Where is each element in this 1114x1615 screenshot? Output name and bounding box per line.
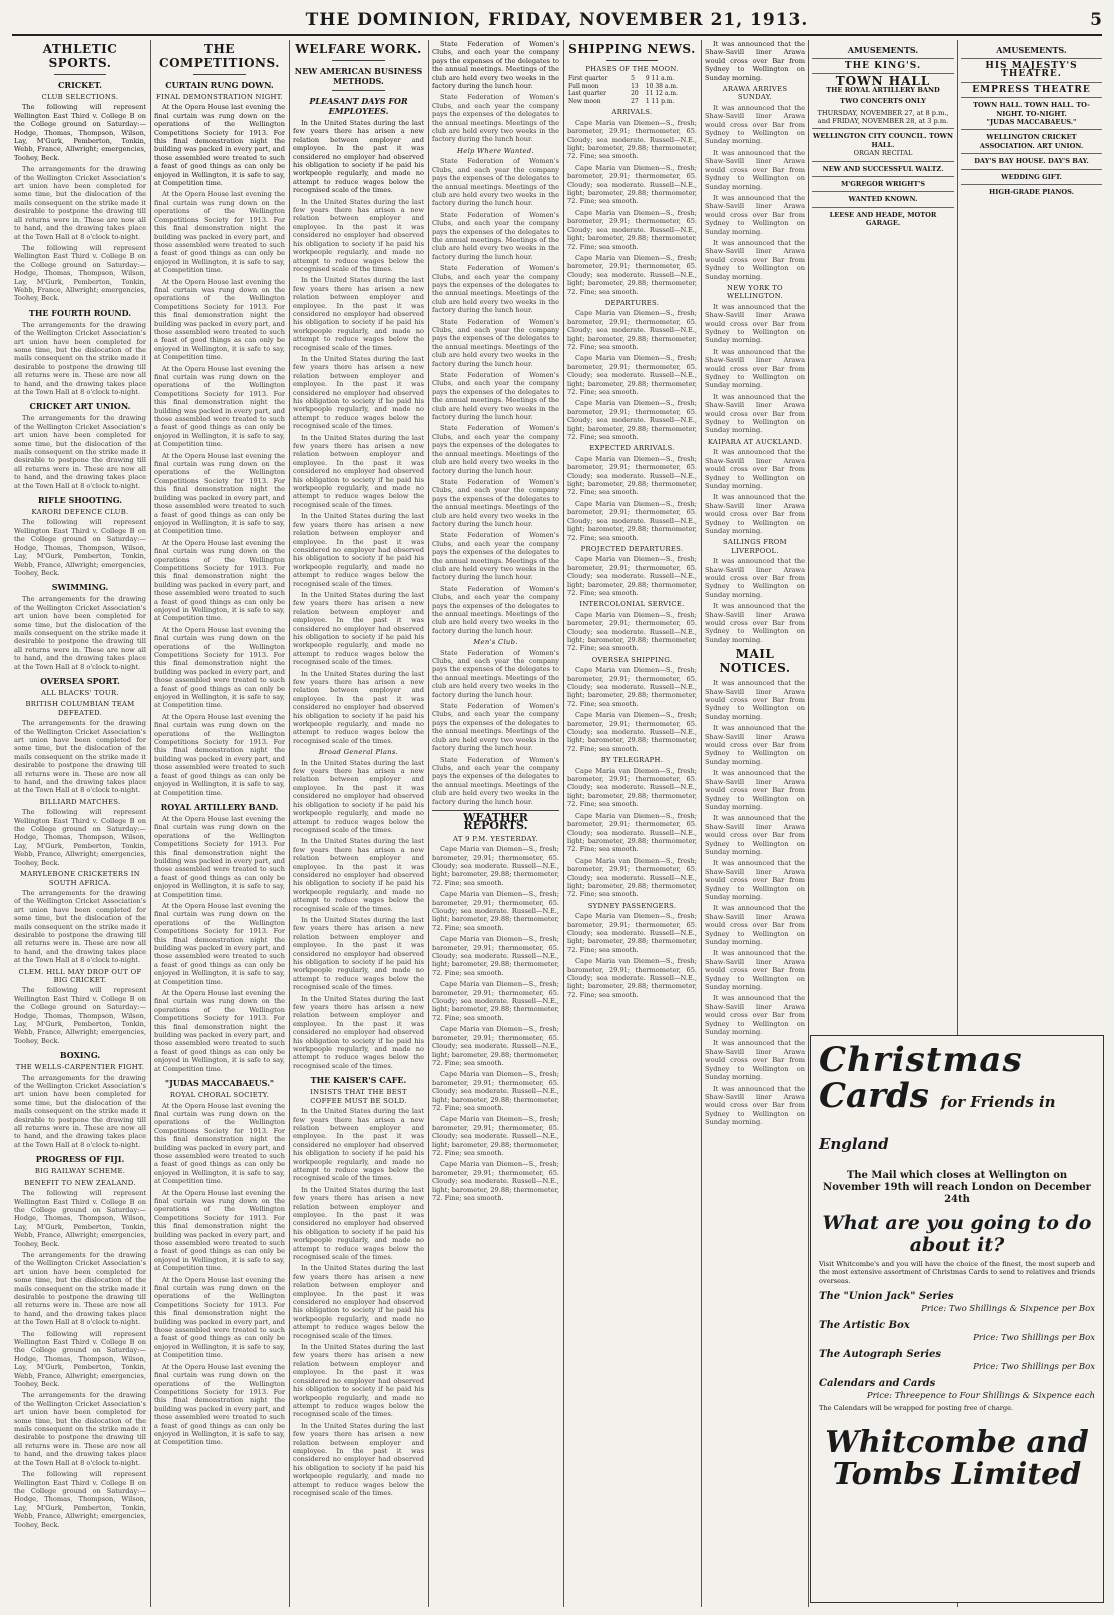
ad-headline-tail: for Friends in England (819, 1093, 1056, 1153)
series-name: The "Union Jack" Series (819, 1291, 954, 1303)
article-text: Cape Maria van Diemen—S., fresh; barometer, 29.91; thermometer, 65. Cloudy; sea moderate. Russell—N.E., light; barometer, 29.88; thermometer, 72. Fine; sea smooth. (567, 208, 697, 251)
subheading: INTERCOLONIAL SERVICE. (579, 600, 685, 609)
subheading: AT 9 P.M. YESTERDAY. (453, 834, 538, 843)
article-text: It was announced that the Shaw-Savill liner Arawa would cross over Bar from Sydney to Wellington on Sunday morning. (705, 40, 805, 82)
column-rule (428, 40, 429, 1607)
article-text: Cape Maria van Diemen—S., fresh; barometer, 29.91; thermometer, 65. Cloudy; sea moderate. Russell—N.E., light; barometer, 29.88; thermometer, 72. Fine; sea smooth. (567, 711, 697, 753)
ad-headline (819, 1078, 1095, 1162)
subheading: BY TELEGRAPH. (600, 756, 664, 765)
article-text: The following will represent Wellington East Third v. College B on the College ground on Saturday:—Hodge, Thomas, Thompson, Wilson, Lay, M'Gurk, Pemberton, Tonkin, Webb, France, Allwright; emergencies, Toohey, Beck. (14, 1329, 146, 1389)
subheading: CRICKET. (58, 80, 102, 90)
article-text: It was announced that the Shaw-Savill liner Arawa would cross over Bar from Sydney to Wellington on Sunday morning. (705, 238, 805, 281)
ad-title: DAY'S BAY HOUSE. DAY'S BAY. (974, 157, 1089, 166)
article-text: The arrangements for the drawing of the Wellington Cricket Association's art union have been completed for some time, but the dislocation of the mails consequent on the strike made it desirable to postpone the drawing till all returns were in. These are now all to hand, and the drawing takes place at the Town Hall at 8 o'clock to-night. (14, 888, 146, 965)
article-text: State Federation of Women's Clubs, and each year the company pays the expenses of the delegates to the annual meetings. Meetings of the club are held every two weeks in the factory during the lunch hour. (432, 40, 559, 91)
article-text: Cape Maria van Diemen—S., fresh; barometer, 29.91; thermometer, 65. Cloudy; sea moderate. Russell—N.E., light; barometer, 29.88; thermometer, 72. Fine; sea smooth. (432, 935, 559, 977)
article-text: Cape Maria van Diemen—S., fresh; barometer, 29.91; thermometer, 65. Cloudy; sea moderate. Russell—N.E., light; barometer, 29.88; thermometer, 72. Fine; sea smooth. (567, 499, 697, 542)
article-text: The arrangements for the drawing of the Wellington Cricket Association's art union have been completed for some time, but the dislocation of the mails consequent on the strike made it desirable to postpone the drawing till all returns were in. These are now all to hand, and the drawing takes place at the Town Hall at 8 o'clock to-night. (14, 595, 146, 671)
subheading: CRICKET ART UNION. (29, 401, 131, 412)
subheading: NEW YORK TO WELLINGTON. (726, 283, 784, 301)
article-text: In the United States during the last few years there has arisen a new relation between employer and employee. In the past it was considered no employer had observed his obligation to society if he paid his workpeople regularly, and made no attempt to reduce wages below the recognised scale of the times. (293, 837, 424, 913)
series-price: Price: Threepence to Four Shillings & Sixpence each (866, 1391, 1095, 1402)
table-row: New moon 27 1 11 p.m. (568, 97, 675, 105)
article-text: Cape Maria van Diemen—S., fresh; barometer, 29.91; thermometer, 65. Cloudy; sea moderate. Russell—N.E., light; barometer, 29.88; thermometer, 72. Fine; sea smooth. (567, 766, 697, 809)
subheading: PHASES OF THE MOON. (585, 65, 679, 73)
article-text: It was announced that the Shaw-Savill liner Arawa would cross over Bar from Sydney to Wellington on Sunday morning. (705, 769, 805, 811)
subheading: RIFLE SHOOTING. (37, 495, 123, 506)
article-text: The following will represent Wellington East Third v. College B on the College ground on Saturday:—Hodge, Thomas, Thompson, Wilson, Lay, M'Gurk, Pemberton, Tonkin, Webb, France, Allwright; emergencies, Toohey, Beck. (14, 808, 146, 867)
article-text: It was announced that the Shaw-Savill liner Arawa would cross over Bar from Sydney to Wellington on Sunday morning. (705, 1039, 805, 1082)
subheading: DEPARTURES. (604, 298, 660, 307)
article-text: Cape Maria van Diemen—S., fresh; barometer, 29.91; thermometer, 65. Cloudy; sea moderate. Russell—N.E., light; barometer, 29.88; thermometer, 72. Fine; sea smooth. (432, 890, 559, 932)
subheading: OVERSEA SPORT. (40, 675, 120, 686)
subheading: Broad General Plans. (318, 748, 399, 757)
ad-days-bay (961, 153, 1102, 165)
article-text: The arrangements for the drawing of the Wellington Cricket Association's art union have been completed for some time, but the dislocation of the mails consequent on the strike made it desirable to postpone the drawing till all returns were in. These are now all to hand, and the drawing takes place at the Town Hall at 8 o'clock to-night. (14, 414, 146, 490)
ad-town-hall-tonight (961, 97, 1102, 126)
subheading: NEW AMERICAN BUSINESS METHODS. (294, 66, 423, 86)
article-text: At the Opera House last evening the final curtain was rung down on the operations of the Wellington Competitions Society for 1913. For this final demonstration night the building was packed in every part, and those assembled were treated to such a feast of good things as can only be enjoyed in Wellington, it is safe to say, at Competition time. (154, 901, 285, 986)
ad-text: THURSDAY, NOVEMBER 27, at 8 p.m., and FRIDAY, NOVEMBER 28, at 3 p.m. (817, 108, 949, 126)
subheading: BRITISH COLUMBIAN TEAM DEFEATED. (25, 700, 135, 717)
subheading: EXPECTED ARRIVALS. (589, 444, 675, 453)
ad-title: WANTED KNOWN. (848, 195, 918, 204)
subheading: Help Where Wanted. (457, 146, 534, 155)
article-text: Cape Maria van Diemen—S., fresh; barometer, 29.91; thermometer, 65. Cloudy; sea moderate. Russell—N.E., light; barometer, 29.88; thermometer, 72. Fine; sea smooth. (567, 555, 697, 597)
column-rule (808, 40, 809, 1607)
column-welfare-work (293, 40, 424, 1607)
article-text: The arrangements for the drawing of the Wellington Cricket Association's art union have been completed for some time, but the dislocation of the mails consequent on the strike made it desirable to postpone the drawing till all returns were in. These are now all to hand, and the drawing takes place at the Town Hall at 8 o'clock to-night. (14, 719, 146, 795)
ad-empress (961, 82, 1102, 94)
ad-pianos (961, 184, 1102, 196)
subheading: CLUB SELECTIONS. (41, 93, 119, 101)
subheading: ARAWA ARRIVES SUNDAY. (722, 85, 788, 102)
ad-kings (812, 58, 954, 70)
article-text: At the Opera House last evening the final curtain was rung down on the operations of the Wellington Competitions Society for 1913. For this final demonstration night the building was packed in every part, and those assembled were treated to such a feast of good things as can only be enjoyed in Wellington, it is safe to say, at Competition time. (154, 538, 285, 623)
table-row: Full moon 13 10 38 a.m. (568, 82, 678, 90)
ad-note: The Calendars will be wrapped for posting free of charge. (819, 1404, 1014, 1413)
article-text: At the Opera House last evening the final curtain was rung down on the operations of the Wellington Competitions Society for 1913. For this final demonstration night the building was packed in every part, and those assembled were treated to such a feast of good things as can only be enjoyed in Wellington, it is safe to say, at Competition time. (154, 625, 285, 710)
article-text: State Federation of Women's Clubs, and each year the company pays the expenses of the delegates to the annual meetings. Meetings of the club are held every two weeks in the factory during the lunch hour. (432, 210, 559, 261)
section-heading: ATHLETIC SPORTS. (42, 42, 118, 70)
ad-question: What are you going to do about it? (822, 1212, 1092, 1256)
subheading: BENEFIT TO NEW ZEALAND. (24, 1178, 136, 1187)
article-text: The arrangements for the drawing of the Wellington Cricket Association's art union have been completed for some time, but the dislocation of the mails consequent on the strike made it desirable to postpone the drawing till all returns were in. These are now all to hand, and the drawing takes place at the Town Hall at 8 o'clock to-night. (14, 165, 146, 241)
ad-title: WELLINGTON CRICKET ASSOCIATION. ART UNION. (979, 133, 1084, 150)
article-text: In the United States during the last few years there has arisen a new relation between employer and employee. In the past it was considered no employer had observed his obligation to society if he paid his workpeople regularly, and made no attempt to reduce wages below the recognised scale of the times. (293, 758, 424, 834)
column-amusements-right (961, 40, 1102, 1030)
subheading: BOXING. (59, 1050, 101, 1061)
ad-waltz (812, 161, 954, 173)
column-rule (701, 40, 702, 1607)
ad-mcgregor (812, 176, 954, 188)
advertiser-signature: Whitcombe and Tombs Limited (825, 1424, 1089, 1492)
article-text: It was announced that the Shaw-Savill liner Arawa would cross over Bar from Sydney to Wellington on Sunday morning. (705, 148, 805, 191)
subheading: FINAL DEMONSTRATION NIGHT. (155, 93, 284, 101)
masthead-title: THE DOMINION, FRIDAY, NOVEMBER 21, 1913. (305, 10, 809, 30)
article-text: State Federation of Women's Clubs, and each year the company pays the expenses of the delegates to the annual meetings. Meetings of the club are held every two weeks in the factory during the lunch hour. (432, 477, 559, 528)
article-text: In the United States during the last few years there has arisen a new relation between employer and employee. In the past it was considered no employer had observed his obligation to society if he paid his workpeople regularly, and made no attempt to reduce wages below the recognised scale of the times. (293, 512, 424, 588)
ad-text: TWO CONCERTS ONLY (840, 97, 926, 106)
section-heading: THE COMPETITIONS. (159, 42, 280, 70)
subheading: THE FOURTH ROUND. (28, 307, 132, 318)
article-text: Cape Maria van Diemen—S., fresh; barometer, 29.91; thermometer, 65. Cloudy; sea moderate. Russell—N.E., light; barometer, 29.88; thermometer, 72. Fine; sea smooth. (567, 957, 697, 999)
ad-title: M'GREGOR WRIGHT'S (840, 180, 926, 189)
article-text: In the United States during the last few years there has arisen a new relation between employer and employee. In the past it was considered no employer had observed his obligation to society if he paid his workpeople regularly, and made no attempt to reduce wages below the recognised scale of the times. (293, 354, 424, 431)
subheading: OVERSEA SHIPPING. (591, 655, 673, 664)
article-text: Cape Maria van Diemen—S., fresh; barometer, 29.91; thermometer, 65. Cloudy; sea moderate. Russell—N.E., light; barometer, 29.88; thermometer, 72. Fine; sea smooth. (567, 163, 697, 206)
ad-town-hall (812, 73, 954, 125)
article-text: The following will represent Wellington East Third v. College B on the College ground on Saturday:—Hodge, Thomas, Thompson, Wilson, Lay, M'Gurk, Pemberton, Tonkin, Webb, France, Allwright; emergencies, Toohey, Beck. (14, 986, 146, 1045)
ad-cricket-art-union (961, 129, 1102, 150)
ad-text: THE ROYAL ARTILLERY BAND (826, 85, 940, 94)
article-text: Cape Maria van Diemen—S., fresh; barometer, 29.91; thermometer, 65. Cloudy; sea moderate. Russell—N.E., light; barometer, 29.88; thermometer, 72. Fine; sea smooth. (432, 1115, 559, 1157)
article-text: Cape Maria van Diemen—S., fresh; barometer, 29.91; thermometer, 65. Cloudy; sea moderate. Russell—N.E., light; barometer, 29.88; thermometer, 72. Fine; sea smooth. (432, 980, 559, 1022)
section-heading: SHIPPING NEWS. (568, 42, 696, 56)
series-price: Price: Two Shillings & Sixpence per Box (921, 1304, 1095, 1315)
article-text: It was announced that the Shaw-Savill liner Arawa would cross over Bar from Sydney to Wellington on Sunday morning. (705, 814, 805, 856)
subheading: SWIMMING. (51, 582, 109, 593)
subheading: CLEM. HILL MAY DROP OUT OF BIG CRICKET. (18, 967, 142, 984)
column-amusements-left (812, 40, 954, 1030)
article-text: In the United States during the last few years there has arisen a new relation between employer and employee. In the past it was considered no employer had observed his obligation to society if he paid his workpeople regularly, and made no attempt to reduce wages below the recognised scale of the times. (293, 994, 424, 1070)
subheading: KARORI DEFENCE CLUB. (31, 508, 129, 517)
article-text: In the United States during the last few years there has arisen a new relation between employer and employee. In the past it was considered no employer had observed his obligation to society if he paid his workpeople regularly, and made no attempt to reduce wages below the recognised scale of the times. (293, 433, 424, 509)
article-text: At the Opera House last evening the final curtain was rung down on the operations of the Wellington Competitions Society for 1913. For this final demonstration night the building was packed in every part, and those assembled were treated to such a feast of good things as can only be enjoyed in Wellington, it is safe to say, at Competition time. (154, 1188, 285, 1273)
article-text: Cape Maria van Diemen—S., fresh; barometer, 29.91; thermometer, 65. Cloudy; sea moderate. Russell—N.E., light; barometer, 29.88; thermometer, 72. Fine; sea smooth. (567, 610, 697, 653)
subheading: KAIPARA AT AUCKLAND. (707, 437, 803, 446)
article-text: Cape Maria van Diemen—S., fresh; barometer, 29.91; thermometer, 65. Cloudy; sea moderate. Russell—N.E., light; barometer, 29.88; thermometer, 72. Fine; sea smooth. (432, 1160, 559, 1202)
article-text: It was announced that the Shaw-Savill liner Arawa would cross over Bar from Sydney to Wellington on Sunday morning. (705, 448, 805, 490)
article-text: At the Opera House last evening the final curtain was rung down on the operations of the Wellington Competitions Society for 1913. For this final demonstration night the building was packed in every part, and those assembled were treated to such a feast of good things as can only be enjoyed in Wellington, it is safe to say, at Competition time. (154, 364, 285, 449)
ad-city-council (812, 128, 954, 157)
article-text: The following will represent Wellington East Third v. College B on the College ground on Saturday:—Hodge, Thomas, Thompson, Wilson, Lay, M'Gurk, Pemberton, Tonkin, Webb, France, Allwright; emergencies, Toohey, Beck. (14, 1470, 146, 1529)
masthead (12, 8, 1102, 36)
article-text: Cape Maria van Diemen—S., fresh; barometer, 29.91; thermometer, 65. Cloudy; sea moderate. Russell—N.E., light; barometer, 29.88; thermometer, 72. Fine; sea smooth. (567, 253, 697, 296)
article-text: The arrangements for the drawing of the Wellington Cricket Association's art union have been completed for some time, but the dislocation of the mails consequent on the strike made it desirable to postpone the drawing till all returns were in. These are now all to hand, and the drawing takes place at the Town Hall at 8 o'clock to-night. (14, 1250, 146, 1327)
section-heading: WELFARE WORK. (295, 42, 422, 56)
article-text: At the Opera House last evening the final curtain was rung down on the operations of the Wellington Competitions Society for 1913. For this final demonstration night the building was packed in every part, and those assembled were treated to such a feast of good things as can only be enjoyed in Wellington, it is safe to say, at Competition time. (154, 712, 285, 797)
article-text: The following will represent Wellington East Third v. College B on the College ground on Saturday:—Hodge, Thomas, Thompson, Wilson, Lay, M'Gurk, Pemberton, Tonkin, Webb, France, Allwright; emergencies, Toohey, Beck. (14, 1189, 146, 1248)
article-text: The following will represent Wellington East Third v. College B on the College ground on Saturday:—Hodge, Thomas, Thompson, Wilson, Lay, M'Gurk, Pemberton, Tonkin, Webb, France, Allwright; emergencies, Toohey, Beck. (14, 518, 146, 577)
article-text: It was announced that the Shaw-Savill liner Arawa would cross over Bar from Sydney to Wellington on Sunday morning. (705, 493, 805, 535)
section-heading: AMUSEMENTS. (847, 45, 919, 55)
article-text: It was announced that the Shaw-Savill liner Arawa would cross over Bar from Sydney to Wellington on Sunday morning. (705, 103, 805, 146)
article-text: It was announced that the Shaw-Savill liner Arawa would cross over Bar from Sydney to Wellington on Sunday morning. (705, 994, 805, 1037)
article-text: In the United States during the last few years there has arisen a new relation between employer and employee. In the past it was considered no employer had observed his obligation to society if he paid his workpeople regularly, and made no attempt to reduce wages below the recognised scale of the times. (293, 276, 424, 352)
article-text: At the Opera House last evening the final curtain was rung down on the operations of the Wellington Competitions Society for 1913. For this final demonstration night the building was packed in every part, and those assembled were treated to such a feast of good things as can only be enjoyed in Wellington, it is safe to say, at Competition time. (154, 190, 285, 275)
column-rule (150, 40, 151, 1607)
article-text: At the Opera House last evening the final curtain was rung down on the operations of the Wellington Competitions Society for 1913. For this final demonstration night the building was packed in every part, and those assembled were treated to such a feast of good things as can only be enjoyed in Wellington, it is safe to say, at Competition time. (154, 1101, 285, 1186)
article-text: The following will represent Wellington East Third v. College B on the College ground on Saturday:—Hodge, Thomas, Thompson, Wilson, Lay, M'Gurk, Pemberton, Tonkin, Webb, France, Allwright; emergencies, Toohey, Beck. (14, 243, 146, 303)
moon-phases-table (567, 75, 697, 105)
article-text: In the United States during the last few years there has arisen a new relation between employer and employee. In the past it was considered no employer had observed his obligation to society if he paid his workpeople regularly, and made no attempt to reduce wages below the recognised scale of the times. (293, 119, 424, 195)
ad-title: HIGH-GRADE PIANOS. (989, 188, 1074, 197)
article-text: State Federation of Women's Clubs, and each year the company pays the expenses of the delegates to the annual meetings. Meetings of the club are held every two weeks in the factory during the lunch hour. (432, 584, 559, 635)
ad-title: TOWN HALL (835, 74, 931, 89)
ad-his-majestys (961, 58, 1102, 79)
article-text: State Federation of Women's Clubs, and each year the company pays the expenses of the delegates to the annual meetings. Meetings of the club are held every two weeks in the factory during the lunch hour. (432, 93, 559, 144)
article-text: State Federation of Women's Clubs, and each year the company pays the expenses of the delegates to the annual meetings. Meetings of the club are held every two weeks in the factory during the lunch hour. (432, 264, 559, 315)
subheading: SAILINGS FROM LIVERPOOL. (723, 538, 787, 555)
article-text: The following will represent Wellington East Third v. College B on the College ground on Saturday:—Hodge, Thomas, Thompson, Wilson, Lay, M'Gurk, Pemberton, Tonkin, Webb, France, Allwright; emergencies, Toohey, Beck. (14, 103, 146, 162)
subheading: PROJECTED DEPARTURES. (580, 544, 684, 553)
ad-text: "JUDAS MACCABAEUS." (986, 118, 1077, 127)
article-text: It was announced that the Shaw-Savill liner Arawa would cross over Bar from Sydney to Wellington on Sunday morning. (705, 602, 805, 644)
ad-text: ORGAN RECITAL (853, 149, 913, 158)
article-text: State Federation of Women's Clubs, and each year the company pays the expenses of the delegates to the annual meetings. Meetings of the club are held every two weeks in the factory during the lunch hour. (432, 424, 559, 475)
article-text: At the Opera House last evening the final curtain was rung down on the operations of the Wellington Competitions Society for 1913. For this final demonstration night the building was packed in every part, and those assembled were treated to such a feast of good things as can only be enjoyed in Wellington, it is safe to say, at Competition time. (154, 989, 285, 1073)
ad-wedding-gift (961, 169, 1102, 181)
article-text: The arrangements for the drawing of the Wellington Cricket Association's art union have been completed for some time, but the dislocation of the mails consequent on the strike made it desirable to postpone the drawing till all returns were in. These are now all to hand, and the drawing takes place at the Town Hall at 8 o'clock to-night. (14, 1073, 146, 1149)
article-text: State Federation of Women's Clubs, and each year the company pays the expenses of the delegates to the annual meetings. Meetings of the club are held every two weeks in the factory during the lunch hour. (432, 317, 559, 368)
subheading: ROYAL ARTILLERY BAND. (160, 801, 279, 812)
column-rule (289, 40, 290, 1607)
article-text: It was announced that the Shaw-Savill liner Arawa would cross over Bar from Sydney to Wellington on Sunday morning. (705, 679, 805, 721)
table-row: Last quarter 20 11 12 a.m. (568, 90, 678, 98)
ad-headline: Christmas (819, 1040, 1023, 1080)
ad-title: LEESE AND HEADE, MOTOR GARAGE. (829, 210, 937, 228)
subheading: SYDNEY PASSENGERS. (587, 901, 677, 910)
article-text: Cape Maria van Diemen—S., fresh; barometer, 29.91; thermometer, 65. Cloudy; sea moderate. Russell—N.E., light; barometer, 29.88; thermometer, 72. Fine; sea smooth. (567, 666, 697, 708)
article-text: In the United States during the last few years there has arisen a new relation between employer and employee. In the past it was considered no employer had observed his obligation to society if he paid his workpeople regularly, and made no attempt to reduce wages below the recognised scale of the times. (293, 669, 424, 745)
article-text: Cape Maria van Diemen—S., fresh; barometer, 29.91; thermometer, 65. Cloudy; sea moderate. Russell—N.E., light; barometer, 29.88; thermometer, 72. Fine; sea smooth. (567, 811, 697, 854)
article-text: At the Opera House last evening the final curtain was rung down on the operations of the Wellington Competitions Society for 1913. For this final demonstration night the building was packed in every part, and those assembled were treated to such a feast of good things as can only be enjoyed in Wellington, it is safe to say, at Competition time. (154, 1275, 285, 1360)
page-number: 5 (1090, 10, 1102, 30)
article-text: Cape Maria van Diemen—S., fresh; barometer, 29.91; thermometer, 65. Cloudy; sea moderate. Russell—N.E., light; barometer, 29.88; thermometer, 72. Fine; sea smooth. (567, 454, 697, 497)
article-text: It was announced that the Shaw-Savill liner Arawa would cross over Bar from Sydney to Wellington on Sunday morning. (705, 949, 805, 992)
ad-title: EMPRESS THEATRE (972, 84, 1091, 95)
article-text: Cape Maria van Diemen—S., fresh; barometer, 29.91; thermometer, 65. Cloudy; sea moderate. Russell—N.E., light; barometer, 29.88; thermometer, 72. Fine; sea smooth. (567, 856, 697, 899)
series-name: The Artistic Box (819, 1320, 910, 1332)
article-text: State Federation of Women's Clubs, and each year the company pays the expenses of the delegates to the annual meetings. Meetings of the club are held every two weeks in the factory during the lunch hour. (432, 157, 559, 208)
subheading: PROGRESS OF FIJI. (35, 1154, 125, 1165)
article-text: In the United States during the last few years there has arisen a new relation between employer and employee. In the past it was considered no employer had observed his obligation to society if he paid his workpeople regularly, and made no attempt to reduce wages below the recognised scale of the times. (293, 197, 424, 273)
article-text: It was announced that the Shaw-Savill liner Arawa would cross over Bar from Sydney to Wellington on Sunday morning. (705, 859, 805, 901)
article-text: It was announced that the Shaw-Savill liner Arawa would cross over Bar from Sydney to Wellington on Sunday morning. (705, 724, 805, 766)
column-shipping-news (567, 40, 697, 1607)
article-text: Cape Maria van Diemen—S., fresh; barometer, 29.91; thermometer, 65. Cloudy; sea moderate. Russell—N.E., light; barometer, 29.88; thermometer, 72. Fine; sea smooth. (567, 309, 697, 351)
subheading: MARYLEBONE CRICKETERS IN SOUTH AFRICA. (19, 870, 140, 887)
article-text: State Federation of Women's Clubs, and each year the company pays the expenses of the delegates to the annual meetings. Meetings of the club are held every two weeks in the factory during the lunch hour. (432, 648, 559, 699)
column-competitions (154, 40, 285, 1607)
article-text: State Federation of Women's Clubs, and each year the company pays the expenses of the delegates to the annual meetings. Meetings of the club are held every two weeks in the factory during the lunch hour. (432, 755, 559, 806)
article-text: Cape Maria van Diemen—S., fresh; barometer, 29.91; thermometer, 65. Cloudy; sea moderate. Russell—N.E., light; barometer, 29.88; thermometer, 72. Fine; sea smooth. (567, 912, 697, 954)
subheading: Men's Club. (473, 638, 518, 647)
article-text: It was announced that the Shaw-Savill liner Arawa would cross over Bar from Sydney to Wellington on Sunday morning. (705, 302, 805, 345)
article-text: It was announced that the Shaw-Savill liner Arawa would cross over Bar from Sydney to Wellington on Sunday morning. (705, 347, 805, 390)
article-text: Cape Maria van Diemen—S., fresh; barometer, 29.91; thermometer, 65. Cloudy; sea moderate. Russell—N.E., light; barometer, 29.88; thermometer, 72. Fine; sea smooth. (567, 399, 697, 442)
series-price: Price: Two Shillings per Box (973, 1333, 1095, 1344)
ad-title: TOWN HALL. TOWN HALL. TO-NIGHT. TO-NIGHT. (973, 101, 1090, 118)
article-text: Cape Maria van Diemen—S., fresh; barometer, 29.91; thermometer, 65. Cloudy; sea moderate. Russell—N.E., light; barometer, 29.88; thermometer, 72. Fine; sea smooth. (432, 1025, 559, 1067)
series-name: Calendars and Cards (819, 1378, 936, 1390)
article-text: In the United States during the last few years there has arisen a new relation between employer and employee. In the past it was considered no employer had observed his obligation to society if he paid his workpeople regularly, and made no attempt to reduce wages below the recognised scale of the times. (293, 1185, 424, 1261)
column-rule (563, 40, 564, 1607)
article-text: State Federation of Women's Clubs, and each year the company pays the expenses of the delegates to the annual meetings. Meetings of the club are held every two weeks in the factory during the lunch hour. (432, 531, 559, 582)
ad-headline-word: Cards (819, 1076, 929, 1116)
article-text: It was announced that the Shaw-Savill liner Arawa would cross over Bar from Sydney to Wellington on Sunday morning. (705, 193, 805, 236)
section-heading: WEATHER REPORTS. (432, 810, 559, 831)
article-text: In the United States during the last few years there has arisen a new relation between employer and employee. In the past it was considered no employer had observed his obligation to society if he paid his workpeople regularly, and made no attempt to reduce wages below the recognised scale of the times. (293, 1107, 424, 1183)
column-welfare-continued (432, 40, 559, 1607)
series-price: Price: Two Shillings per Box (973, 1362, 1095, 1373)
column-athletic-sports (14, 40, 146, 1607)
article-text: Cape Maria van Diemen—S., fresh; barometer, 29.91; thermometer, 65. Cloudy; sea moderate. Russell—N.E., light; barometer, 29.88; thermometer, 72. Fine; sea smooth. (432, 1070, 559, 1112)
subheading: CURTAIN RUNG DOWN. (165, 80, 274, 90)
article-text: At the Opera House last evening the final curtain was rung down on the operations of the Wellington Competitions Society for 1913. For this final demonstration night the building was packed in every part, and those assembled were treated to such a feast of good things as can only be enjoyed in Wellington, it is safe to say, at Competition time. (154, 277, 285, 362)
series-name: The Autograph Series (819, 1349, 942, 1361)
ad-title: WEDDING GIFT. (1001, 172, 1062, 181)
article-text: Cape Maria van Diemen—S., fresh; barometer, 29.91; thermometer, 65. Cloudy; sea moderate. Russell—N.E., light; barometer, 29.88; thermometer, 72. Fine; sea smooth. (432, 845, 559, 887)
subheading: THE KAISER'S CAFE. (310, 1075, 407, 1086)
ad-body: Visit Whitcombe's and you will have the choice of the finest, the most superb and the most extensive assortment of Christmas Cards to send to relatives and friends overseas. (819, 1260, 1095, 1285)
ad-garage (812, 207, 954, 228)
subheading: BILLIARD MATCHES. (39, 797, 121, 806)
subheading: "JUDAS MACCABAEUS." (164, 1078, 275, 1089)
article-text: At the Opera House last evening the final curtain was rung down on the operations of the Wellington Competitions Society for 1913. For this final demonstration night the building was packed in every part, and those assembled were treated to such a feast of good things as can only be enjoyed in Wellington, it is safe to say, at Competition time. (154, 1362, 285, 1447)
article-text: In the United States during the last few years there has arisen a new relation between employer and employee. In the past it was considered no employer had observed his obligation to society if he paid his workpeople regularly, and made no attempt to reduce wages below the recognised scale of the times. (293, 915, 424, 992)
article-text: In the United States during the last few years there has arisen a new relation between employer and employee. In the past it was considered no employer had observed his obligation to society if he paid his workpeople regularly, and made no attempt to reduce wages below the recognised scale of the times. (293, 1343, 424, 1419)
article-text: At the Opera House last evening the final curtain was rung down on the operations of the Wellington Competitions Society for 1913. For this final demonstration night the building was packed in every part, and those assembled were treated to such a feast of good things as can only be enjoyed in Wellington, it is safe to say, at Competition time. (154, 103, 285, 188)
article-text: In the United States during the last few years there has arisen a new relation between employer and employee. In the past it was considered no employer had observed his obligation to society if he paid his workpeople regularly, and made no attempt to reduce wages below the recognised scale of the times. (293, 1421, 424, 1497)
subheading: ALL BLACKS' TOUR. (41, 688, 119, 697)
column-shipping-continued (705, 40, 805, 1607)
article-text: It was announced that the Shaw-Savill liner Arawa would cross over Bar from Sydney to Wellington on Sunday morning. (705, 392, 805, 435)
ad-title: NEW AND SUCCESSFUL WALTZ. (822, 164, 944, 173)
article-text: It was announced that the Shaw-Savill liner Arawa would cross over Bar from Sydney to Wellington on Sunday morning. (705, 1084, 805, 1127)
article-text: It was announced that the Shaw-Savill liner Arawa would cross over Bar from Sydney to Wellington on Sunday morning. (705, 557, 805, 599)
article-text: The arrangements for the drawing of the Wellington Cricket Association's art union have been completed for some time, but the dislocation of the mails consequent on the strike made it desirable to postpone the drawing till all returns were in. These are now all to hand, and the drawing takes place at the Town Hall at 8 o'clock to-night. (14, 1391, 146, 1467)
article-text: In the United States during the last few years there has arisen a new relation between employer and employee. In the past it was considered no employer had observed his obligation to society if he paid his workpeople regularly, and made no attempt to reduce wages below the recognised scale of the times. (293, 590, 424, 667)
subheading: ROYAL CHORAL SOCIETY. (169, 1091, 270, 1100)
section-heading: AMUSEMENTS. (996, 45, 1067, 55)
christmas-cards-ad (810, 1035, 1104, 1603)
subheading: THE WELLS-CARPENTIER FIGHT. (15, 1063, 145, 1072)
subheading: ARRIVALS. (611, 108, 653, 117)
article-text: At the Opera House last evening the final curtain was rung down on the operations of the Wellington Competitions Society for 1913. For this final demonstration night the building was packed in every part, and those assembled were treated to such a feast of good things as can only be enjoyed in Wellington, it is safe to say, at Competition time. (154, 451, 285, 536)
article-text: Cape Maria van Diemen—S., fresh; barometer, 29.91; thermometer, 65. Cloudy; sea moderate. Russell—N.E., light; barometer, 29.88; thermometer, 72. Fine; sea smooth. (567, 354, 697, 396)
subheading: INSISTS THAT THE BEST COFFEE MUST BE SOLD. (310, 1088, 407, 1105)
section-heading: MAIL NOTICES. (719, 647, 791, 676)
ad-wanted (812, 191, 954, 203)
ad-title: HIS MAJESTY'S THEATRE. (985, 61, 1078, 80)
ad-title: WELLINGTON CITY COUNCIL. TOWN HALL. (812, 132, 954, 149)
article-text: State Federation of Women's Clubs, and each year the company pays the expenses of the delegates to the annual meetings. Meetings of the club are held every two weeks in the factory during the lunch hour. (432, 371, 559, 422)
subheading: PLEASANT DAYS FOR EMPLOYEES. (309, 96, 408, 116)
table-row: First quarter 5 9 11 a.m. (568, 75, 675, 83)
article-text: State Federation of Women's Clubs, and each year the company pays the expenses of the delegates to the annual meetings. Meetings of the club are held every two weeks in the factory during the lunch hour. (432, 702, 559, 753)
article-text: In the United States during the last few years there has arisen a new relation between employer and employee. In the past it was considered no employer had observed his obligation to society if he paid his workpeople regularly, and made no attempt to reduce wages below the recognised scale of the times. (293, 1264, 424, 1340)
subheading: BIG RAILWAY SCHEME. (34, 1167, 126, 1176)
ad-lead: The Mail which closes at Wellington on November 19th will reach London on December 24th (823, 1170, 1091, 1205)
article-text: It was announced that the Shaw-Savill liner Arawa would cross over Bar from Sydney to Wellington on Sunday morning. (705, 904, 805, 946)
ad-title: THE KING'S. (844, 61, 922, 71)
article-text: The arrangements for the drawing of the Wellington Cricket Association's art union have been completed for some time, but the dislocation of the mails consequent on the strike made it desirable to postpone the drawing till all returns were in. These are now all to hand, and the drawing takes place at the Town Hall at 8 o'clock to-night. (14, 320, 146, 396)
article-text: At the Opera House last evening the final curtain was rung down on the operations of the Wellington Competitions Society for 1913. For this final demonstration night the building was packed in every part, and those assembled were treated to such a feast of good things as can only be enjoyed in Wellington, it is safe to say, at Competition time. (154, 814, 285, 899)
article-text: Cape Maria van Diemen—S., fresh; barometer, 29.91; thermometer, 65. Cloudy; sea moderate. Russell—N.E., light; barometer, 29.88; thermometer, 72. Fine; sea smooth. (567, 118, 697, 161)
